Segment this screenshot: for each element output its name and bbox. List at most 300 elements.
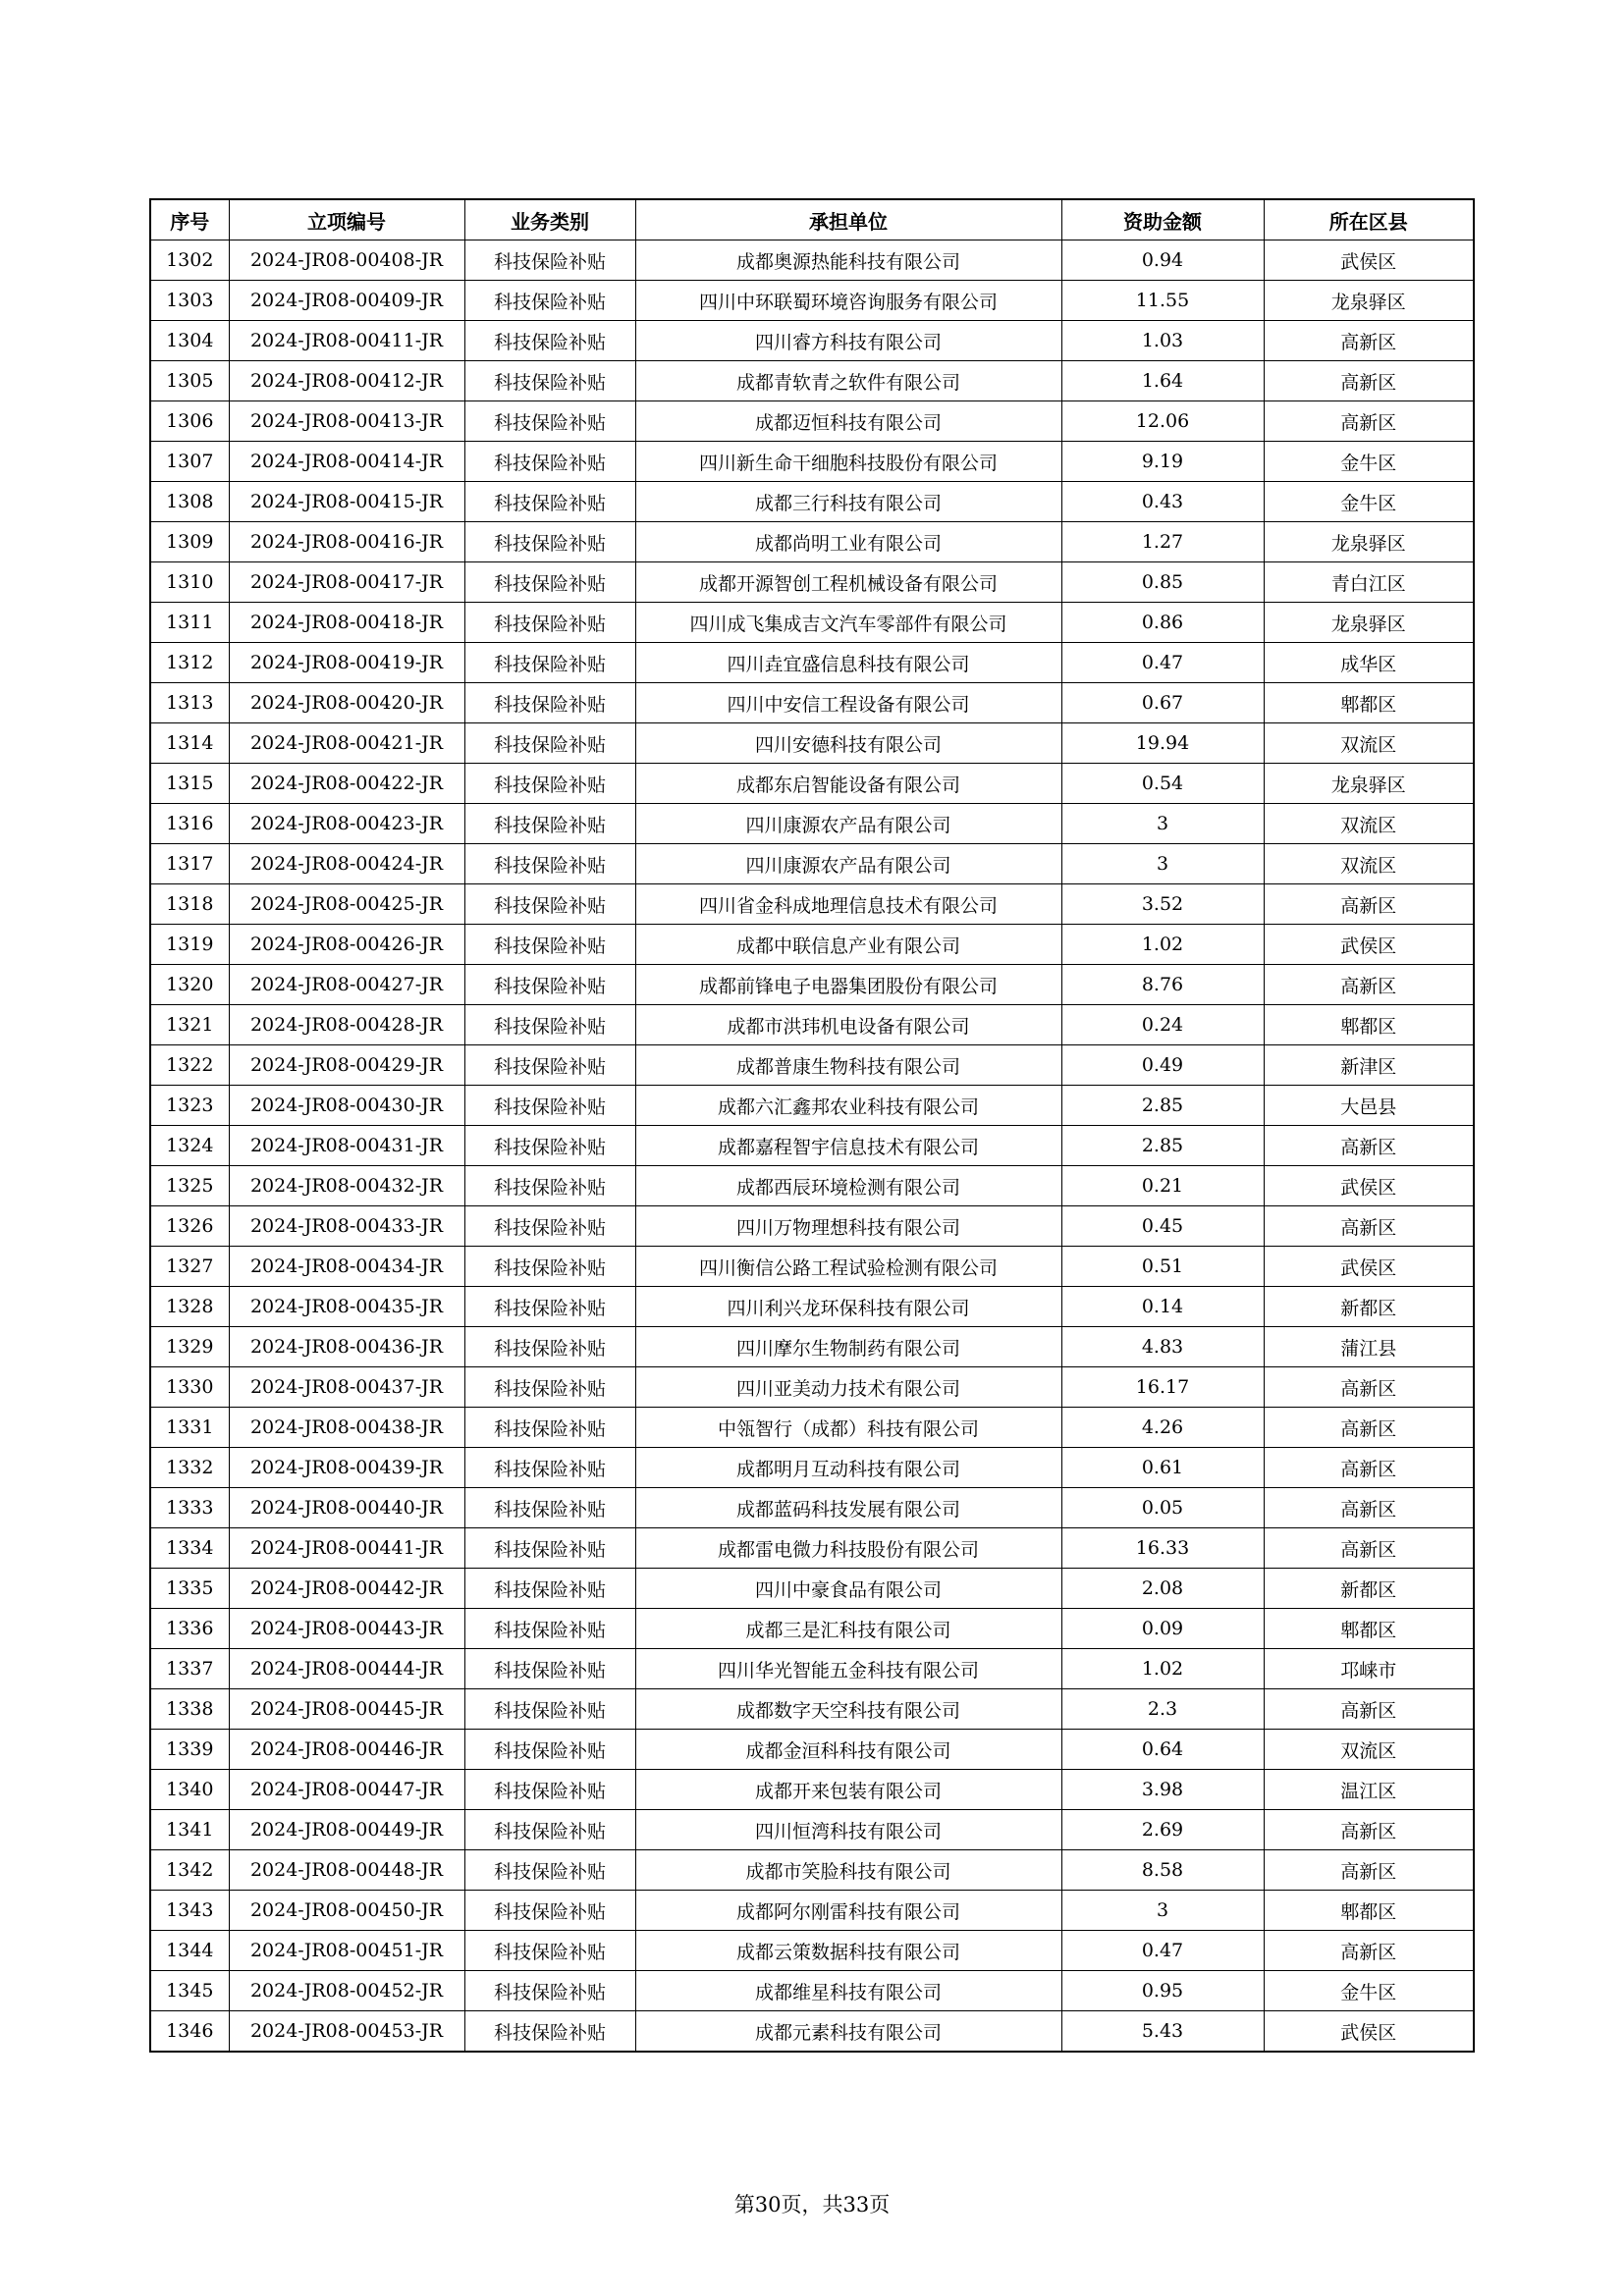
cell-index: 1321: [150, 1005, 229, 1045]
cell-project-code: 2024-JR08-00425-JR: [229, 884, 464, 925]
cell-index: 1331: [150, 1408, 229, 1448]
cell-funding-amount: 3: [1061, 804, 1264, 844]
cell-funding-amount: 0.61: [1061, 1448, 1264, 1488]
cell-index: 1337: [150, 1649, 229, 1689]
cell-project-code: 2024-JR08-00418-JR: [229, 603, 464, 643]
table-row: [150, 361, 1474, 401]
cell-district: 龙泉驿区: [1264, 603, 1474, 643]
cell-project-code: 2024-JR08-00442-JR: [229, 1569, 464, 1609]
cell-project-code: 2024-JR08-00451-JR: [229, 1931, 464, 1971]
cell-district: 高新区: [1264, 1367, 1474, 1408]
cell-funding-amount: 11.55: [1061, 281, 1264, 321]
cell-district: 新都区: [1264, 1569, 1474, 1609]
cell-undertaking-unit: 成都尚明工业有限公司: [635, 522, 1061, 562]
cell-funding-amount: 2.85: [1061, 1126, 1264, 1166]
cell-business-category: 科技保险补贴: [464, 965, 635, 1005]
cell-index: 1328: [150, 1287, 229, 1327]
cell-district: 金牛区: [1264, 482, 1474, 522]
cell-district: 新都区: [1264, 1287, 1474, 1327]
cell-index: 1338: [150, 1689, 229, 1730]
cell-undertaking-unit: 成都云策数据科技有限公司: [635, 1931, 1061, 1971]
table-row: [150, 925, 1474, 965]
table-row: [150, 321, 1474, 361]
cell-undertaking-unit: 成都三行科技有限公司: [635, 482, 1061, 522]
cell-district: 高新区: [1264, 1810, 1474, 1850]
cell-district: 高新区: [1264, 401, 1474, 442]
cell-index: 1336: [150, 1609, 229, 1649]
table-row: [150, 1287, 1474, 1327]
cell-undertaking-unit: 中瓴智行（成都）科技有限公司: [635, 1408, 1061, 1448]
table-row: [150, 643, 1474, 683]
cell-business-category: 科技保险补贴: [464, 1891, 635, 1931]
cell-district: 金牛区: [1264, 1971, 1474, 2011]
table-row: [150, 1206, 1474, 1247]
cell-project-code: 2024-JR08-00436-JR: [229, 1327, 464, 1367]
cell-district: 高新区: [1264, 1528, 1474, 1569]
cell-business-category: 科技保险补贴: [464, 1005, 635, 1045]
cell-funding-amount: 0.67: [1061, 683, 1264, 723]
cell-business-category: 科技保险补贴: [464, 1488, 635, 1528]
cell-district: 高新区: [1264, 1126, 1474, 1166]
header-business-category: 业务类别: [464, 199, 635, 240]
cell-funding-amount: 1.03: [1061, 321, 1264, 361]
cell-business-category: 科技保险补贴: [464, 643, 635, 683]
table-body: [150, 240, 1474, 2053]
cell-project-code: 2024-JR08-00422-JR: [229, 764, 464, 804]
cell-undertaking-unit: 四川摩尔生物制药有限公司: [635, 1327, 1061, 1367]
cell-index: 1335: [150, 1569, 229, 1609]
cell-business-category: 科技保险补贴: [464, 1770, 635, 1810]
cell-funding-amount: 0.86: [1061, 603, 1264, 643]
cell-business-category: 科技保险补贴: [464, 401, 635, 442]
cell-district: 龙泉驿区: [1264, 281, 1474, 321]
table-row: [150, 1689, 1474, 1730]
cell-project-code: 2024-JR08-00452-JR: [229, 1971, 464, 2011]
cell-district: 成华区: [1264, 643, 1474, 683]
cell-district: 高新区: [1264, 321, 1474, 361]
cell-business-category: 科技保险补贴: [464, 1247, 635, 1287]
table-row: [150, 240, 1474, 281]
cell-index: 1334: [150, 1528, 229, 1569]
cell-funding-amount: 0.05: [1061, 1488, 1264, 1528]
cell-project-code: 2024-JR08-00429-JR: [229, 1045, 464, 1086]
cell-funding-amount: 0.85: [1061, 562, 1264, 603]
cell-undertaking-unit: 成都金洹科科技有限公司: [635, 1730, 1061, 1770]
cell-business-category: 科技保险补贴: [464, 1287, 635, 1327]
cell-project-code: 2024-JR08-00424-JR: [229, 844, 464, 884]
table-row: [150, 1609, 1474, 1649]
cell-undertaking-unit: 四川中豪食品有限公司: [635, 1569, 1061, 1609]
cell-business-category: 科技保险补贴: [464, 361, 635, 401]
table-row: [150, 1488, 1474, 1528]
cell-index: 1339: [150, 1730, 229, 1770]
cell-undertaking-unit: 四川华光智能五金科技有限公司: [635, 1649, 1061, 1689]
table-row: [150, 562, 1474, 603]
cell-business-category: 科技保险补贴: [464, 1327, 635, 1367]
table-row: [150, 1126, 1474, 1166]
table-row: [150, 1528, 1474, 1569]
cell-index: 1305: [150, 361, 229, 401]
cell-funding-amount: 1.02: [1061, 1649, 1264, 1689]
cell-undertaking-unit: 成都开来包装有限公司: [635, 1770, 1061, 1810]
cell-business-category: 科技保险补贴: [464, 1850, 635, 1891]
cell-undertaking-unit: 成都蓝码科技发展有限公司: [635, 1488, 1061, 1528]
cell-district: 郫都区: [1264, 683, 1474, 723]
cell-project-code: 2024-JR08-00409-JR: [229, 281, 464, 321]
cell-undertaking-unit: 成都中联信息产业有限公司: [635, 925, 1061, 965]
cell-funding-amount: 4.26: [1061, 1408, 1264, 1448]
cell-district: 新津区: [1264, 1045, 1474, 1086]
cell-index: 1344: [150, 1931, 229, 1971]
cell-business-category: 科技保险补贴: [464, 804, 635, 844]
cell-district: 郫都区: [1264, 1005, 1474, 1045]
cell-district: 武侯区: [1264, 1247, 1474, 1287]
cell-business-category: 科技保险补贴: [464, 1166, 635, 1206]
table-row: [150, 1810, 1474, 1850]
cell-business-category: 科技保险补贴: [464, 442, 635, 482]
cell-district: 武侯区: [1264, 2011, 1474, 2053]
cell-index: 1306: [150, 401, 229, 442]
cell-project-code: 2024-JR08-00428-JR: [229, 1005, 464, 1045]
cell-district: 蒲江县: [1264, 1327, 1474, 1367]
table-row: [150, 1730, 1474, 1770]
cell-business-category: 科技保险补贴: [464, 281, 635, 321]
cell-project-code: 2024-JR08-00453-JR: [229, 2011, 464, 2053]
cell-district: 邛崃市: [1264, 1649, 1474, 1689]
cell-business-category: 科技保险补贴: [464, 1730, 635, 1770]
cell-index: 1329: [150, 1327, 229, 1367]
cell-district: 双流区: [1264, 1730, 1474, 1770]
cell-project-code: 2024-JR08-00437-JR: [229, 1367, 464, 1408]
table-row: [150, 482, 1474, 522]
cell-undertaking-unit: 四川成飞集成吉文汽车零部件有限公司: [635, 603, 1061, 643]
table-row: [150, 1367, 1474, 1408]
cell-index: 1323: [150, 1086, 229, 1126]
table-row: [150, 442, 1474, 482]
cell-district: 郫都区: [1264, 1609, 1474, 1649]
cell-project-code: 2024-JR08-00432-JR: [229, 1166, 464, 1206]
cell-project-code: 2024-JR08-00408-JR: [229, 240, 464, 281]
cell-project-code: 2024-JR08-00412-JR: [229, 361, 464, 401]
cell-funding-amount: 0.95: [1061, 1971, 1264, 2011]
cell-undertaking-unit: 四川省金科成地理信息技术有限公司: [635, 884, 1061, 925]
cell-district: 双流区: [1264, 804, 1474, 844]
cell-undertaking-unit: 成都三是汇科技有限公司: [635, 1609, 1061, 1649]
table-row: [150, 683, 1474, 723]
cell-business-category: 科技保险补贴: [464, 723, 635, 764]
cell-funding-amount: 1.02: [1061, 925, 1264, 965]
cell-funding-amount: 0.21: [1061, 1166, 1264, 1206]
cell-funding-amount: 8.58: [1061, 1850, 1264, 1891]
cell-project-code: 2024-JR08-00435-JR: [229, 1287, 464, 1327]
cell-index: 1341: [150, 1810, 229, 1850]
cell-index: 1333: [150, 1488, 229, 1528]
cell-undertaking-unit: 成都元素科技有限公司: [635, 2011, 1061, 2053]
cell-business-category: 科技保险补贴: [464, 1528, 635, 1569]
cell-project-code: 2024-JR08-00445-JR: [229, 1689, 464, 1730]
cell-index: 1317: [150, 844, 229, 884]
table-row: [150, 1045, 1474, 1086]
header-undertaking-unit: 承担单位: [635, 199, 1061, 240]
cell-project-code: 2024-JR08-00441-JR: [229, 1528, 464, 1569]
cell-funding-amount: 3: [1061, 844, 1264, 884]
table-row: [150, 1247, 1474, 1287]
cell-index: 1310: [150, 562, 229, 603]
cell-index: 1316: [150, 804, 229, 844]
cell-business-category: 科技保险补贴: [464, 1810, 635, 1850]
cell-project-code: 2024-JR08-00423-JR: [229, 804, 464, 844]
cell-project-code: 2024-JR08-00449-JR: [229, 1810, 464, 1850]
table-row: [150, 1086, 1474, 1126]
cell-funding-amount: 0.64: [1061, 1730, 1264, 1770]
header-project-code: 立项编号: [229, 199, 464, 240]
cell-undertaking-unit: 成都维星科技有限公司: [635, 1971, 1061, 2011]
cell-index: 1315: [150, 764, 229, 804]
table-row: [150, 1569, 1474, 1609]
cell-funding-amount: 16.33: [1061, 1528, 1264, 1569]
cell-district: 高新区: [1264, 1850, 1474, 1891]
cell-business-category: 科技保险补贴: [464, 2011, 635, 2053]
cell-undertaking-unit: 四川中环联蜀环境咨询服务有限公司: [635, 281, 1061, 321]
cell-undertaking-unit: 四川万物理想科技有限公司: [635, 1206, 1061, 1247]
table-row: [150, 884, 1474, 925]
table-row: [150, 1408, 1474, 1448]
cell-project-code: 2024-JR08-00447-JR: [229, 1770, 464, 1810]
cell-business-category: 科技保险补贴: [464, 1126, 635, 1166]
cell-undertaking-unit: 成都明月互动科技有限公司: [635, 1448, 1061, 1488]
cell-district: 金牛区: [1264, 442, 1474, 482]
cell-project-code: 2024-JR08-00417-JR: [229, 562, 464, 603]
cell-project-code: 2024-JR08-00450-JR: [229, 1891, 464, 1931]
cell-project-code: 2024-JR08-00414-JR: [229, 442, 464, 482]
cell-business-category: 科技保险补贴: [464, 884, 635, 925]
cell-index: 1309: [150, 522, 229, 562]
cell-funding-amount: 2.85: [1061, 1086, 1264, 1126]
cell-funding-amount: 0.47: [1061, 643, 1264, 683]
funding-table: [149, 198, 1475, 2053]
cell-project-code: 2024-JR08-00421-JR: [229, 723, 464, 764]
cell-business-category: 科技保险补贴: [464, 1971, 635, 2011]
table-row: [150, 1448, 1474, 1488]
cell-funding-amount: 8.76: [1061, 965, 1264, 1005]
cell-funding-amount: 0.51: [1061, 1247, 1264, 1287]
cell-undertaking-unit: 四川康源农产品有限公司: [635, 844, 1061, 884]
cell-funding-amount: 9.19: [1061, 442, 1264, 482]
cell-index: 1343: [150, 1891, 229, 1931]
cell-funding-amount: 4.83: [1061, 1327, 1264, 1367]
cell-project-code: 2024-JR08-00415-JR: [229, 482, 464, 522]
cell-undertaking-unit: 四川康源农产品有限公司: [635, 804, 1061, 844]
cell-index: 1318: [150, 884, 229, 925]
cell-project-code: 2024-JR08-00439-JR: [229, 1448, 464, 1488]
cell-index: 1330: [150, 1367, 229, 1408]
table-row: [150, 522, 1474, 562]
cell-undertaking-unit: 四川垚宜盛信息科技有限公司: [635, 643, 1061, 683]
cell-undertaking-unit: 四川睿方科技有限公司: [635, 321, 1061, 361]
header-funding-amount: 资助金额: [1061, 199, 1264, 240]
table-row: [150, 965, 1474, 1005]
cell-district: 武侯区: [1264, 1166, 1474, 1206]
cell-district: 高新区: [1264, 1408, 1474, 1448]
cell-district: 高新区: [1264, 1931, 1474, 1971]
cell-undertaking-unit: 四川安德科技有限公司: [635, 723, 1061, 764]
cell-business-category: 科技保险补贴: [464, 562, 635, 603]
cell-district: 双流区: [1264, 723, 1474, 764]
cell-undertaking-unit: 成都开源智创工程机械设备有限公司: [635, 562, 1061, 603]
cell-undertaking-unit: 成都青软青之软件有限公司: [635, 361, 1061, 401]
cell-district: 高新区: [1264, 1448, 1474, 1488]
cell-index: 1332: [150, 1448, 229, 1488]
table-row: [150, 2011, 1474, 2053]
cell-district: 郫都区: [1264, 1891, 1474, 1931]
cell-funding-amount: 12.06: [1061, 401, 1264, 442]
cell-project-code: 2024-JR08-00448-JR: [229, 1850, 464, 1891]
cell-business-category: 科技保险补贴: [464, 1408, 635, 1448]
cell-project-code: 2024-JR08-00427-JR: [229, 965, 464, 1005]
table-row: [150, 281, 1474, 321]
cell-funding-amount: 0.47: [1061, 1931, 1264, 1971]
cell-project-code: 2024-JR08-00411-JR: [229, 321, 464, 361]
cell-business-category: 科技保险补贴: [464, 603, 635, 643]
cell-business-category: 科技保险补贴: [464, 764, 635, 804]
cell-index: 1312: [150, 643, 229, 683]
table-row: [150, 603, 1474, 643]
cell-project-code: 2024-JR08-00444-JR: [229, 1649, 464, 1689]
cell-funding-amount: 0.94: [1061, 240, 1264, 281]
cell-funding-amount: 3.98: [1061, 1770, 1264, 1810]
cell-index: 1325: [150, 1166, 229, 1206]
cell-business-category: 科技保险补贴: [464, 844, 635, 884]
cell-business-category: 科技保险补贴: [464, 1086, 635, 1126]
cell-district: 高新区: [1264, 884, 1474, 925]
cell-district: 高新区: [1264, 1206, 1474, 1247]
cell-project-code: 2024-JR08-00416-JR: [229, 522, 464, 562]
table-header-row: [150, 199, 1474, 240]
cell-index: 1322: [150, 1045, 229, 1086]
cell-district: 龙泉驿区: [1264, 764, 1474, 804]
cell-undertaking-unit: 成都嘉程智宇信息技术有限公司: [635, 1126, 1061, 1166]
cell-business-category: 科技保险补贴: [464, 925, 635, 965]
cell-project-code: 2024-JR08-00413-JR: [229, 401, 464, 442]
cell-index: 1345: [150, 1971, 229, 2011]
cell-business-category: 科技保险补贴: [464, 1569, 635, 1609]
cell-funding-amount: 0.45: [1061, 1206, 1264, 1247]
cell-funding-amount: 0.54: [1061, 764, 1264, 804]
cell-business-category: 科技保险补贴: [464, 1448, 635, 1488]
cell-business-category: 科技保险补贴: [464, 240, 635, 281]
cell-undertaking-unit: 成都东启智能设备有限公司: [635, 764, 1061, 804]
cell-index: 1327: [150, 1247, 229, 1287]
cell-index: 1320: [150, 965, 229, 1005]
cell-undertaking-unit: 成都迈恒科技有限公司: [635, 401, 1061, 442]
cell-funding-amount: 0.43: [1061, 482, 1264, 522]
cell-project-code: 2024-JR08-00446-JR: [229, 1730, 464, 1770]
cell-index: 1304: [150, 321, 229, 361]
cell-district: 高新区: [1264, 1488, 1474, 1528]
cell-project-code: 2024-JR08-00426-JR: [229, 925, 464, 965]
cell-business-category: 科技保险补贴: [464, 1206, 635, 1247]
cell-project-code: 2024-JR08-00440-JR: [229, 1488, 464, 1528]
cell-undertaking-unit: 四川衡信公路工程试验检测有限公司: [635, 1247, 1061, 1287]
cell-business-category: 科技保险补贴: [464, 1931, 635, 1971]
cell-index: 1303: [150, 281, 229, 321]
cell-funding-amount: 2.69: [1061, 1810, 1264, 1850]
cell-index: 1324: [150, 1126, 229, 1166]
cell-project-code: 2024-JR08-00419-JR: [229, 643, 464, 683]
cell-project-code: 2024-JR08-00420-JR: [229, 683, 464, 723]
cell-district: 武侯区: [1264, 240, 1474, 281]
cell-business-category: 科技保险补贴: [464, 1367, 635, 1408]
table-row: [150, 804, 1474, 844]
cell-index: 1326: [150, 1206, 229, 1247]
table-row: [150, 1770, 1474, 1810]
cell-undertaking-unit: 成都六汇鑫邦农业科技有限公司: [635, 1086, 1061, 1126]
table-row: [150, 764, 1474, 804]
cell-funding-amount: 16.17: [1061, 1367, 1264, 1408]
cell-district: 大邑县: [1264, 1086, 1474, 1126]
table-row: [150, 1649, 1474, 1689]
cell-district: 武侯区: [1264, 925, 1474, 965]
cell-index: 1342: [150, 1850, 229, 1891]
table-row: [150, 1891, 1474, 1931]
cell-funding-amount: 0.14: [1061, 1287, 1264, 1327]
cell-project-code: 2024-JR08-00438-JR: [229, 1408, 464, 1448]
cell-funding-amount: 0.09: [1061, 1609, 1264, 1649]
cell-index: 1346: [150, 2011, 229, 2053]
cell-business-category: 科技保险补贴: [464, 1689, 635, 1730]
cell-index: 1319: [150, 925, 229, 965]
cell-project-code: 2024-JR08-00431-JR: [229, 1126, 464, 1166]
cell-business-category: 科技保险补贴: [464, 1609, 635, 1649]
cell-undertaking-unit: 成都西辰环境检测有限公司: [635, 1166, 1061, 1206]
cell-project-code: 2024-JR08-00434-JR: [229, 1247, 464, 1287]
cell-business-category: 科技保险补贴: [464, 482, 635, 522]
cell-funding-amount: 1.64: [1061, 361, 1264, 401]
cell-business-category: 科技保险补贴: [464, 683, 635, 723]
table-row: [150, 1166, 1474, 1206]
cell-index: 1311: [150, 603, 229, 643]
cell-undertaking-unit: 四川利兴龙环保科技有限公司: [635, 1287, 1061, 1327]
cell-index: 1313: [150, 683, 229, 723]
cell-district: 温江区: [1264, 1770, 1474, 1810]
cell-funding-amount: 19.94: [1061, 723, 1264, 764]
cell-funding-amount: 0.49: [1061, 1045, 1264, 1086]
cell-business-category: 科技保险补贴: [464, 1649, 635, 1689]
cell-undertaking-unit: 成都雷电微力科技股份有限公司: [635, 1528, 1061, 1569]
cell-index: 1314: [150, 723, 229, 764]
cell-project-code: 2024-JR08-00433-JR: [229, 1206, 464, 1247]
cell-business-category: 科技保险补贴: [464, 321, 635, 361]
cell-undertaking-unit: 四川恒湾科技有限公司: [635, 1810, 1061, 1850]
cell-district: 青白江区: [1264, 562, 1474, 603]
cell-funding-amount: 1.27: [1061, 522, 1264, 562]
cell-district: 龙泉驿区: [1264, 522, 1474, 562]
cell-index: 1308: [150, 482, 229, 522]
cell-undertaking-unit: 成都阿尔刚雷科技有限公司: [635, 1891, 1061, 1931]
cell-funding-amount: 3.52: [1061, 884, 1264, 925]
cell-undertaking-unit: 四川新生命干细胞科技股份有限公司: [635, 442, 1061, 482]
cell-funding-amount: 0.24: [1061, 1005, 1264, 1045]
cell-undertaking-unit: 成都数字天空科技有限公司: [635, 1689, 1061, 1730]
table-row: [150, 1005, 1474, 1045]
cell-project-code: 2024-JR08-00430-JR: [229, 1086, 464, 1126]
cell-undertaking-unit: 成都普康生物科技有限公司: [635, 1045, 1061, 1086]
cell-business-category: 科技保险补贴: [464, 1045, 635, 1086]
cell-index: 1307: [150, 442, 229, 482]
cell-undertaking-unit: 成都市洪玮机电设备有限公司: [635, 1005, 1061, 1045]
cell-undertaking-unit: 四川亚美动力技术有限公司: [635, 1367, 1061, 1408]
cell-business-category: 科技保险补贴: [464, 522, 635, 562]
